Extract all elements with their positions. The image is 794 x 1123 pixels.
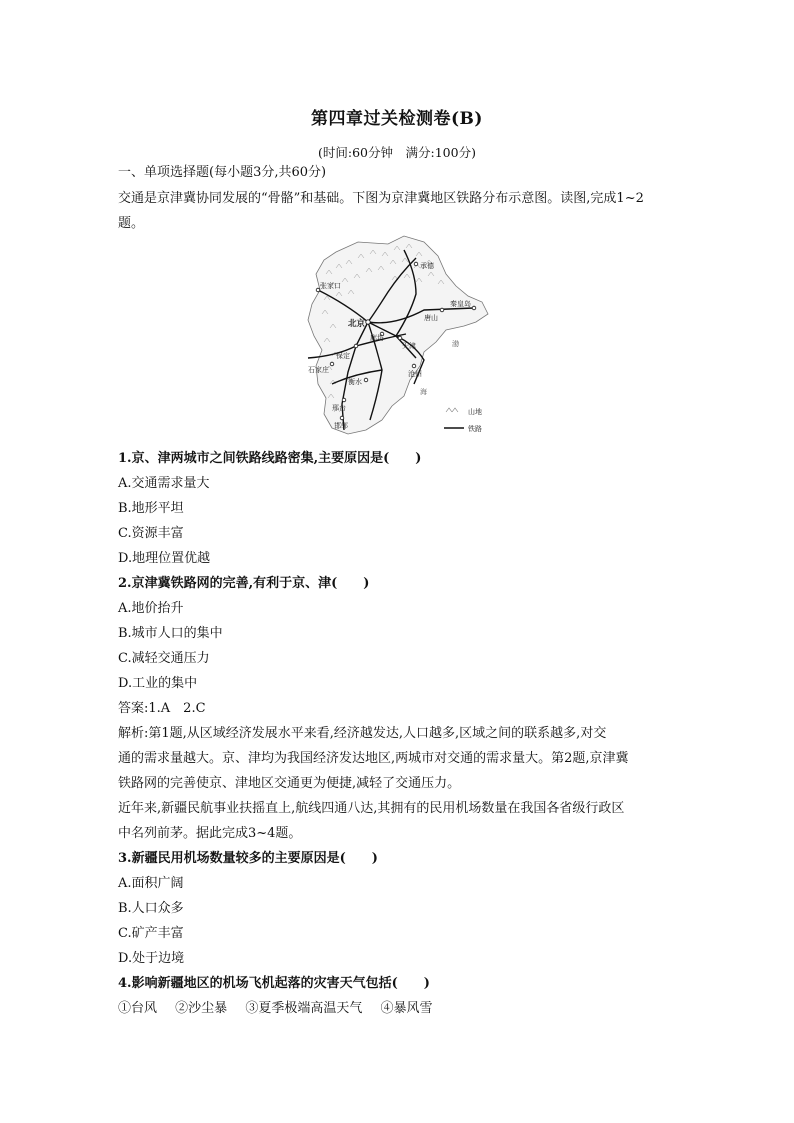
city-label: 张家口 (320, 282, 341, 290)
question-3-option-c: C.矿产丰富 (118, 926, 184, 941)
intro-text-line-1: 交通是京津冀协同发展的“骨骼”和基础。下图为京津冀地区铁路分布示意图。读图,完成1~2 (118, 191, 644, 206)
city-label: 秦皇岛 (450, 300, 471, 308)
city-label: 衡水 (348, 378, 362, 386)
intro-text-line-2: 题。 (118, 216, 145, 231)
exam-info: (时间:60分钟 满分:100分) (318, 145, 476, 160)
analysis-line-2: 通的需求量越大。京、津均为我国经济发达地区,两城市对交通的需求量大。第2题,京津冀 (118, 751, 629, 766)
city-label: 石家庄 (308, 366, 329, 374)
section-heading: 一、单项选择题(每小题3分,共60分) (118, 165, 327, 180)
intro-text-line-3: 近年来,新疆民航事业扶摇直上,航线四通八达,其拥有的民用机场数量在我国各省级行政区 (118, 801, 625, 816)
answer-line: 答案:1.A 2.C (118, 701, 206, 716)
question-1-option-a: A.交通需求量大 (118, 476, 210, 491)
railway-map-svg (296, 234, 506, 440)
question-2-option-c: C.减轻交通压力 (118, 651, 210, 666)
analysis-line-1: 解析:第1题,从区域经济发展水平来看,经济越发达,人口越多,区域之间的联系越多,对交 (118, 726, 607, 741)
question-4-stem: 4.影响新疆地区的机场飞机起落的灾害天气包括( ) (118, 976, 430, 991)
city-label: 唐山 (424, 314, 438, 322)
question-3-option-d: D.处于边境 (118, 951, 185, 966)
legend-mountain-label: 山地 (468, 408, 482, 416)
city-label: 保定 (336, 352, 350, 360)
intro-text-line-4: 中名列前茅。据此完成3~4题。 (118, 826, 302, 841)
city-label: 承德 (420, 262, 434, 270)
question-1-stem: 1.京、津两城市之间铁路线路密集,主要原因是( ) (118, 451, 422, 466)
mountain-legend-icon (446, 408, 458, 412)
question-4-item: ④暴风雪 (380, 1001, 433, 1016)
page-title: 第四章过关检测卷(B) (311, 109, 483, 129)
question-2-option-b: B.城市人口的集中 (118, 626, 223, 641)
city-label: 北京 (348, 319, 366, 329)
question-4-item: ③夏季极端高温天气 (245, 1001, 363, 1016)
question-1-option-d: D.地理位置优越 (118, 551, 211, 566)
question-2-option-a: A.地价抬升 (118, 601, 184, 616)
sea-label: 渤 (452, 340, 459, 348)
city-label: 邢台 (332, 404, 346, 412)
question-2-option-d: D.工业的集中 (118, 676, 198, 691)
question-4-items (118, 1000, 688, 1018)
railway-map-figure (296, 234, 506, 440)
question-4-item: ②沙尘暴 (175, 1001, 228, 1016)
question-1-option-c: C.资源丰富 (118, 526, 184, 541)
city-label: 沧州 (408, 370, 422, 378)
sea-label: 海 (420, 388, 427, 396)
question-4-item: ①台风 (118, 1001, 158, 1016)
analysis-line-3: 铁路网的完善使京、津地区交通更为便捷,减轻了交通压力。 (118, 776, 461, 791)
question-3-stem: 3.新疆民用机场数量较多的主要原因是( ) (118, 851, 378, 866)
city-label: 廊坊 (370, 334, 384, 342)
question-3-option-b: B.人口众多 (118, 901, 184, 916)
question-2-stem: 2.京津冀铁路网的完善,有利于京、津( ) (118, 576, 370, 591)
question-3-option-a: A.面积广阔 (118, 876, 184, 891)
question-1-option-b: B.地形平坦 (118, 501, 184, 516)
city-label: 邯郸 (334, 422, 348, 430)
legend-railway-label: 铁路 (468, 425, 482, 433)
map-legend (444, 407, 482, 433)
city-label: 天津 (402, 342, 416, 350)
